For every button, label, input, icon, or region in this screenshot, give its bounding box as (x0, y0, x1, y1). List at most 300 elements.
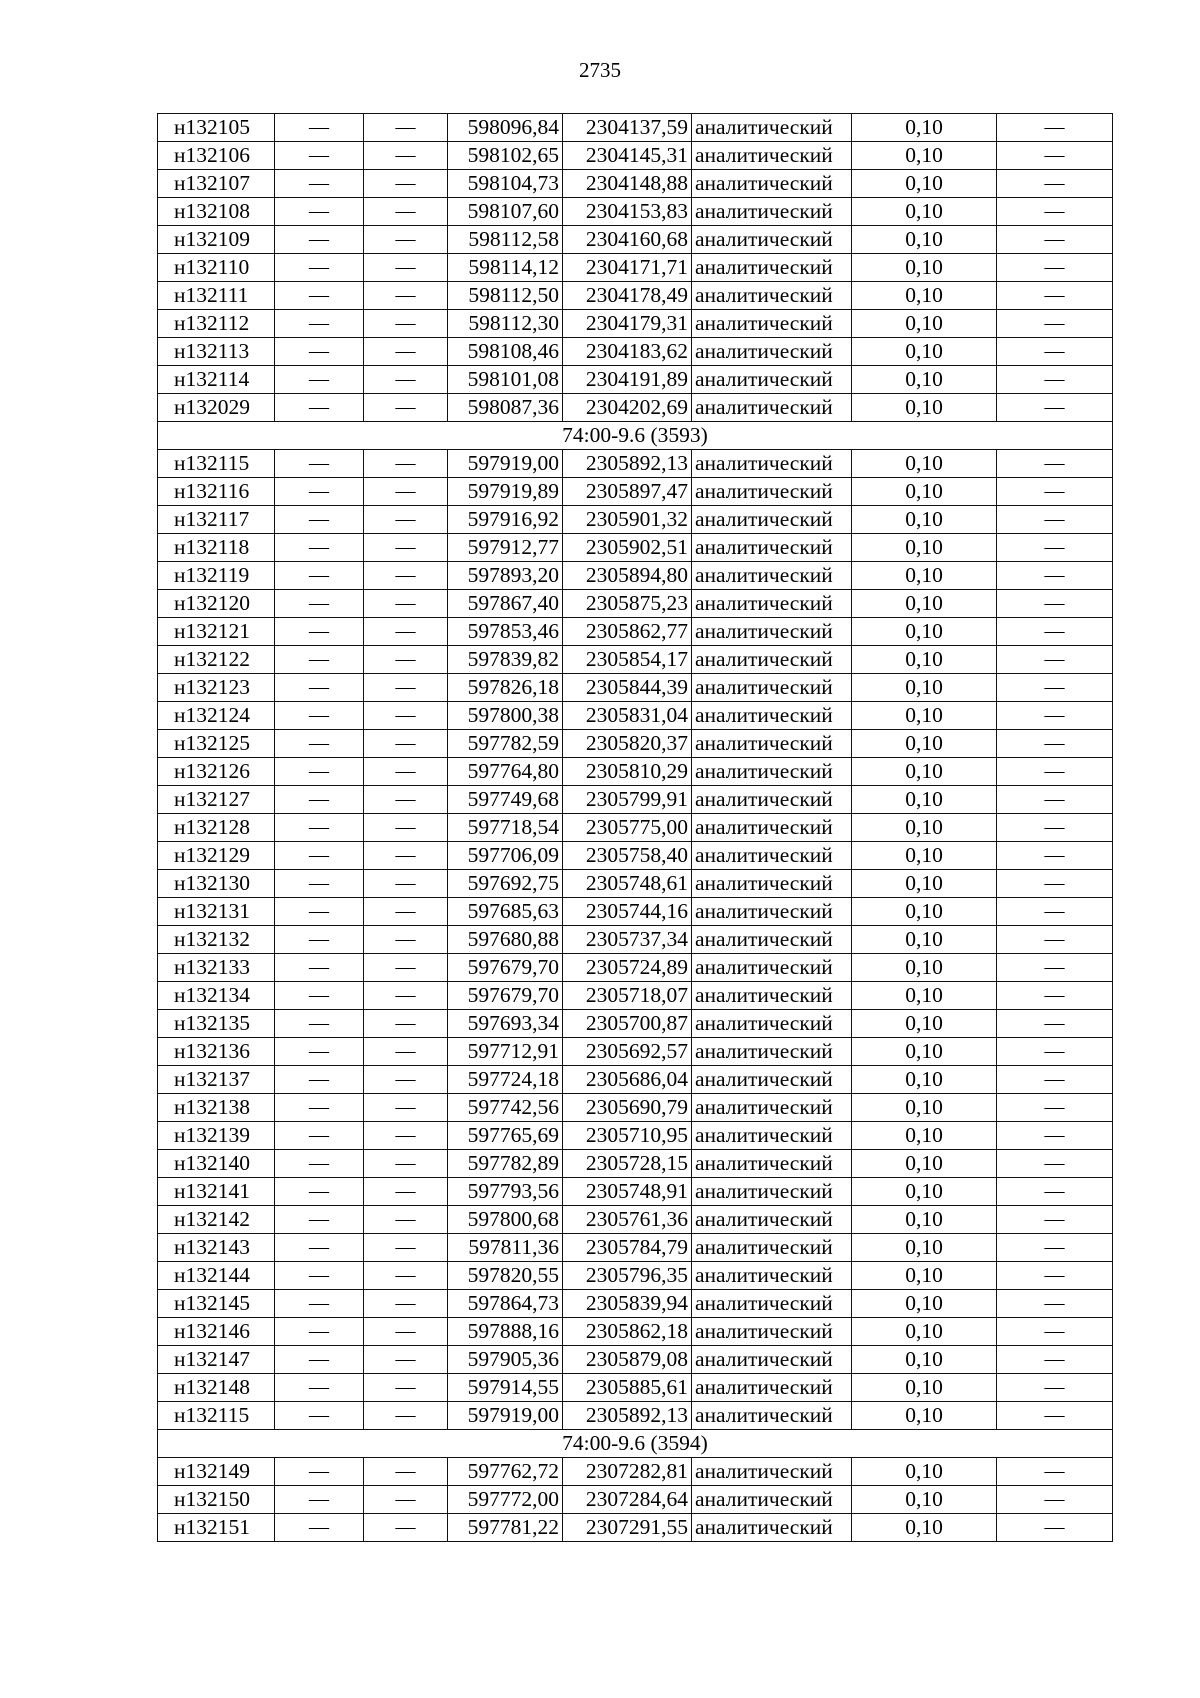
column-3-cell: — (364, 590, 448, 618)
column-2-cell: — (275, 478, 364, 506)
y-coordinate-cell: 2305902,51 (563, 534, 692, 562)
note-cell: — (997, 1094, 1113, 1122)
x-coordinate-cell: 597912,77 (448, 534, 563, 562)
column-2-cell: — (275, 562, 364, 590)
column-3-cell: — (364, 1402, 448, 1430)
y-coordinate-cell: 2305810,29 (563, 758, 692, 786)
table-body (158, 114, 1113, 1542)
accuracy-cell: 0,10 (852, 478, 997, 506)
x-coordinate-cell: 597693,34 (448, 1010, 563, 1038)
y-coordinate-cell: 2305875,23 (563, 590, 692, 618)
x-coordinate-cell: 597919,00 (448, 450, 563, 478)
point-id-cell: н132109 (158, 226, 275, 254)
table-row (158, 254, 1113, 282)
table-row (158, 1262, 1113, 1290)
note-cell: — (997, 758, 1113, 786)
table-row (158, 1038, 1113, 1066)
point-id-cell: н132106 (158, 142, 275, 170)
table-row (158, 226, 1113, 254)
x-coordinate-cell: 597742,56 (448, 1094, 563, 1122)
column-3-cell: — (364, 1066, 448, 1094)
note-cell: — (997, 702, 1113, 730)
column-3-cell: — (364, 506, 448, 534)
method-cell: аналитический (692, 394, 852, 422)
column-2-cell: — (275, 282, 364, 310)
column-2-cell: — (275, 1094, 364, 1122)
column-2-cell: — (275, 1206, 364, 1234)
y-coordinate-cell: 2304153,83 (563, 198, 692, 226)
y-coordinate-cell: 2304178,49 (563, 282, 692, 310)
point-id-cell: н132150 (158, 1486, 275, 1514)
column-2-cell: — (275, 1374, 364, 1402)
accuracy-cell: 0,10 (852, 1458, 997, 1486)
x-coordinate-cell: 598104,73 (448, 170, 563, 198)
column-2-cell: — (275, 366, 364, 394)
table-row (158, 338, 1113, 366)
y-coordinate-cell: 2305724,89 (563, 954, 692, 982)
point-id-cell: н132146 (158, 1318, 275, 1346)
column-2-cell: — (275, 338, 364, 366)
note-cell: — (997, 170, 1113, 198)
method-cell: аналитический (692, 1066, 852, 1094)
column-3-cell: — (364, 1262, 448, 1290)
x-coordinate-cell: 597839,82 (448, 646, 563, 674)
method-cell: аналитический (692, 254, 852, 282)
y-coordinate-cell: 2305820,37 (563, 730, 692, 758)
y-coordinate-cell: 2305862,77 (563, 618, 692, 646)
y-coordinate-cell: 2304202,69 (563, 394, 692, 422)
note-cell: — (997, 1178, 1113, 1206)
method-cell: аналитический (692, 898, 852, 926)
method-cell: аналитический (692, 982, 852, 1010)
y-coordinate-cell: 2305892,13 (563, 450, 692, 478)
column-2-cell: — (275, 142, 364, 170)
table-row (158, 1290, 1113, 1318)
column-2-cell: — (275, 394, 364, 422)
x-coordinate-cell: 598107,60 (448, 198, 563, 226)
method-cell: аналитический (692, 618, 852, 646)
method-cell: аналитический (692, 1122, 852, 1150)
method-cell: аналитический (692, 814, 852, 842)
column-3-cell: — (364, 1514, 448, 1542)
method-cell: аналитический (692, 1010, 852, 1038)
accuracy-cell: 0,10 (852, 282, 997, 310)
x-coordinate-cell: 598112,30 (448, 310, 563, 338)
column-2-cell: — (275, 702, 364, 730)
method-cell: аналитический (692, 114, 852, 142)
y-coordinate-cell: 2305796,35 (563, 1262, 692, 1290)
column-3-cell: — (364, 1122, 448, 1150)
accuracy-cell: 0,10 (852, 1178, 997, 1206)
y-coordinate-cell: 2307284,64 (563, 1486, 692, 1514)
y-coordinate-cell: 2305897,47 (563, 478, 692, 506)
column-3-cell: — (364, 730, 448, 758)
column-2-cell: — (275, 814, 364, 842)
point-id-cell: н132125 (158, 730, 275, 758)
note-cell: — (997, 842, 1113, 870)
accuracy-cell: 0,10 (852, 394, 997, 422)
x-coordinate-cell: 597712,91 (448, 1038, 563, 1066)
method-cell: аналитический (692, 702, 852, 730)
table-row (158, 506, 1113, 534)
accuracy-cell: 0,10 (852, 786, 997, 814)
y-coordinate-cell: 2304137,59 (563, 114, 692, 142)
note-cell: — (997, 1038, 1113, 1066)
table-row (158, 814, 1113, 842)
table-row (158, 870, 1113, 898)
table-row (158, 1150, 1113, 1178)
y-coordinate-cell: 2305862,18 (563, 1318, 692, 1346)
table-row (158, 310, 1113, 338)
x-coordinate-cell: 597864,73 (448, 1290, 563, 1318)
column-3-cell: — (364, 898, 448, 926)
point-id-cell: н132107 (158, 170, 275, 198)
method-cell: аналитический (692, 842, 852, 870)
method-cell: аналитический (692, 338, 852, 366)
accuracy-cell: 0,10 (852, 142, 997, 170)
point-id-cell: н132115 (158, 450, 275, 478)
table-row (158, 478, 1113, 506)
column-2-cell: — (275, 534, 364, 562)
method-cell: аналитический (692, 1206, 852, 1234)
point-id-cell: н132029 (158, 394, 275, 422)
column-3-cell: — (364, 142, 448, 170)
accuracy-cell: 0,10 (852, 982, 997, 1010)
point-id-cell: н132135 (158, 1010, 275, 1038)
note-cell: — (997, 114, 1113, 142)
table-row (158, 590, 1113, 618)
note-cell: — (997, 870, 1113, 898)
accuracy-cell: 0,10 (852, 1066, 997, 1094)
table-row (158, 282, 1113, 310)
column-3-cell: — (364, 814, 448, 842)
note-cell: — (997, 926, 1113, 954)
column-3-cell: — (364, 926, 448, 954)
note-cell: — (997, 814, 1113, 842)
accuracy-cell: 0,10 (852, 1290, 997, 1318)
y-coordinate-cell: 2305692,57 (563, 1038, 692, 1066)
column-3-cell: — (364, 842, 448, 870)
y-coordinate-cell: 2304183,62 (563, 338, 692, 366)
x-coordinate-cell: 598112,50 (448, 282, 563, 310)
table-row (158, 170, 1113, 198)
x-coordinate-cell: 597679,70 (448, 954, 563, 982)
accuracy-cell: 0,10 (852, 254, 997, 282)
note-cell: — (997, 674, 1113, 702)
table-row (158, 898, 1113, 926)
column-3-cell: — (364, 758, 448, 786)
column-2-cell: — (275, 1290, 364, 1318)
method-cell: аналитический (692, 1038, 852, 1066)
column-2-cell: — (275, 674, 364, 702)
y-coordinate-cell: 2304145,31 (563, 142, 692, 170)
accuracy-cell: 0,10 (852, 618, 997, 646)
y-coordinate-cell: 2305831,04 (563, 702, 692, 730)
method-cell: аналитический (692, 1262, 852, 1290)
column-3-cell: — (364, 254, 448, 282)
accuracy-cell: 0,10 (852, 954, 997, 982)
point-id-cell: н132124 (158, 702, 275, 730)
x-coordinate-cell: 597919,89 (448, 478, 563, 506)
column-3-cell: — (364, 982, 448, 1010)
accuracy-cell: 0,10 (852, 590, 997, 618)
accuracy-cell: 0,10 (852, 562, 997, 590)
table-row (158, 1206, 1113, 1234)
table-row (158, 562, 1113, 590)
note-cell: — (997, 1010, 1113, 1038)
note-cell: — (997, 310, 1113, 338)
column-2-cell: — (275, 1234, 364, 1262)
table-row (158, 1514, 1113, 1542)
y-coordinate-cell: 2304148,88 (563, 170, 692, 198)
y-coordinate-cell: 2304160,68 (563, 226, 692, 254)
column-3-cell: — (364, 478, 448, 506)
point-id-cell: н132117 (158, 506, 275, 534)
y-coordinate-cell: 2304171,71 (563, 254, 692, 282)
point-id-cell: н132136 (158, 1038, 275, 1066)
y-coordinate-cell: 2305839,94 (563, 1290, 692, 1318)
note-cell: — (997, 226, 1113, 254)
point-id-cell: н132122 (158, 646, 275, 674)
column-2-cell: — (275, 982, 364, 1010)
table-row (158, 1346, 1113, 1374)
column-2-cell: — (275, 1262, 364, 1290)
y-coordinate-cell: 2305686,04 (563, 1066, 692, 1094)
x-coordinate-cell: 598102,65 (448, 142, 563, 170)
point-id-cell: н132130 (158, 870, 275, 898)
x-coordinate-cell: 597919,00 (448, 1402, 563, 1430)
y-coordinate-cell: 2304179,31 (563, 310, 692, 338)
x-coordinate-cell: 597888,16 (448, 1318, 563, 1346)
column-2-cell: — (275, 1458, 364, 1486)
column-2-cell: — (275, 786, 364, 814)
column-2-cell: — (275, 1122, 364, 1150)
method-cell: аналитический (692, 646, 852, 674)
table-row (158, 1066, 1113, 1094)
column-3-cell: — (364, 870, 448, 898)
table-row (158, 926, 1113, 954)
accuracy-cell: 0,10 (852, 226, 997, 254)
accuracy-cell: 0,10 (852, 1122, 997, 1150)
y-coordinate-cell: 2305700,87 (563, 1010, 692, 1038)
note-cell: — (997, 506, 1113, 534)
column-2-cell: — (275, 758, 364, 786)
note-cell: — (997, 1122, 1113, 1150)
y-coordinate-cell: 2307282,81 (563, 1458, 692, 1486)
x-coordinate-cell: 598096,84 (448, 114, 563, 142)
column-3-cell: — (364, 114, 448, 142)
table-row (158, 1234, 1113, 1262)
column-3-cell: — (364, 534, 448, 562)
point-id-cell: н132115 (158, 1402, 275, 1430)
method-cell: аналитический (692, 1094, 852, 1122)
column-2-cell: — (275, 450, 364, 478)
point-id-cell: н132134 (158, 982, 275, 1010)
method-cell: аналитический (692, 1458, 852, 1486)
point-id-cell: н132123 (158, 674, 275, 702)
table-row (158, 1458, 1113, 1486)
point-id-cell: н132151 (158, 1514, 275, 1542)
column-2-cell: — (275, 198, 364, 226)
note-cell: — (997, 142, 1113, 170)
table-row (158, 842, 1113, 870)
accuracy-cell: 0,10 (852, 1346, 997, 1374)
y-coordinate-cell: 2305710,95 (563, 1122, 692, 1150)
note-cell: — (997, 198, 1113, 226)
point-id-cell: н132140 (158, 1150, 275, 1178)
column-3-cell: — (364, 1094, 448, 1122)
method-cell: аналитический (692, 954, 852, 982)
table-row (158, 1094, 1113, 1122)
column-3-cell: — (364, 954, 448, 982)
accuracy-cell: 0,10 (852, 1262, 997, 1290)
x-coordinate-cell: 597764,80 (448, 758, 563, 786)
table-row (158, 702, 1113, 730)
method-cell: аналитический (692, 758, 852, 786)
table-row (158, 1122, 1113, 1150)
x-coordinate-cell: 597749,68 (448, 786, 563, 814)
x-coordinate-cell: 597718,54 (448, 814, 563, 842)
method-cell: аналитический (692, 926, 852, 954)
accuracy-cell: 0,10 (852, 170, 997, 198)
point-id-cell: н132105 (158, 114, 275, 142)
accuracy-cell: 0,10 (852, 646, 997, 674)
column-2-cell: — (275, 506, 364, 534)
accuracy-cell: 0,10 (852, 730, 997, 758)
point-id-cell: н132127 (158, 786, 275, 814)
point-id-cell: н132141 (158, 1178, 275, 1206)
x-coordinate-cell: 597765,69 (448, 1122, 563, 1150)
column-3-cell: — (364, 1178, 448, 1206)
method-cell: аналитический (692, 478, 852, 506)
point-id-cell: н132121 (158, 618, 275, 646)
column-3-cell: — (364, 282, 448, 310)
note-cell: — (997, 338, 1113, 366)
page-number: 2735 (579, 58, 621, 82)
x-coordinate-cell: 597781,22 (448, 1514, 563, 1542)
y-coordinate-cell: 2305892,13 (563, 1402, 692, 1430)
y-coordinate-cell: 2305748,91 (563, 1178, 692, 1206)
y-coordinate-cell: 2305690,79 (563, 1094, 692, 1122)
accuracy-cell: 0,10 (852, 1038, 997, 1066)
table-row (158, 394, 1113, 422)
x-coordinate-cell: 597916,92 (448, 506, 563, 534)
note-cell: — (997, 982, 1113, 1010)
accuracy-cell: 0,10 (852, 926, 997, 954)
x-coordinate-cell: 597685,63 (448, 898, 563, 926)
column-3-cell: — (364, 1458, 448, 1486)
column-2-cell: — (275, 646, 364, 674)
y-coordinate-cell: 2305885,61 (563, 1374, 692, 1402)
y-coordinate-cell: 2305784,79 (563, 1234, 692, 1262)
method-cell: аналитический (692, 1374, 852, 1402)
note-cell: — (997, 1346, 1113, 1374)
method-cell: аналитический (692, 1346, 852, 1374)
point-id-cell: н132112 (158, 310, 275, 338)
note-cell: — (997, 1234, 1113, 1262)
x-coordinate-cell: 597811,36 (448, 1234, 563, 1262)
accuracy-cell: 0,10 (852, 534, 997, 562)
point-id-cell: н132113 (158, 338, 275, 366)
column-2-cell: — (275, 114, 364, 142)
accuracy-cell: 0,10 (852, 1318, 997, 1346)
note-cell: — (997, 254, 1113, 282)
note-cell: — (997, 450, 1113, 478)
column-2-cell: — (275, 898, 364, 926)
note-cell: — (997, 1290, 1113, 1318)
table-row (158, 1178, 1113, 1206)
column-3-cell: — (364, 310, 448, 338)
note-cell: — (997, 1402, 1113, 1430)
column-2-cell: — (275, 926, 364, 954)
x-coordinate-cell: 598108,46 (448, 338, 563, 366)
method-cell: аналитический (692, 450, 852, 478)
x-coordinate-cell: 597800,68 (448, 1206, 563, 1234)
x-coordinate-cell: 597762,72 (448, 1458, 563, 1486)
y-coordinate-cell: 2305748,61 (563, 870, 692, 898)
table-row (158, 954, 1113, 982)
column-2-cell: — (275, 310, 364, 338)
method-cell: аналитический (692, 170, 852, 198)
x-coordinate-cell: 597905,36 (448, 1346, 563, 1374)
column-2-cell: — (275, 1010, 364, 1038)
table-row (158, 142, 1113, 170)
method-cell: аналитический (692, 1514, 852, 1542)
method-cell: аналитический (692, 506, 852, 534)
y-coordinate-cell: 2305718,07 (563, 982, 692, 1010)
x-coordinate-cell: 597800,38 (448, 702, 563, 730)
column-3-cell: — (364, 1374, 448, 1402)
x-coordinate-cell: 597706,09 (448, 842, 563, 870)
method-cell: аналитический (692, 226, 852, 254)
column-3-cell: — (364, 618, 448, 646)
point-id-cell: н132114 (158, 366, 275, 394)
y-coordinate-cell: 2305894,80 (563, 562, 692, 590)
point-id-cell: н132139 (158, 1122, 275, 1150)
column-2-cell: — (275, 1038, 364, 1066)
note-cell: — (997, 1486, 1113, 1514)
column-3-cell: — (364, 1010, 448, 1038)
y-coordinate-cell: 2305758,40 (563, 842, 692, 870)
column-2-cell: — (275, 842, 364, 870)
column-3-cell: — (364, 394, 448, 422)
note-cell: — (997, 1206, 1113, 1234)
y-coordinate-cell: 2305799,91 (563, 786, 692, 814)
method-cell: аналитический (692, 1318, 852, 1346)
x-coordinate-cell: 597782,59 (448, 730, 563, 758)
note-cell: — (997, 1514, 1113, 1542)
method-cell: аналитический (692, 1290, 852, 1318)
accuracy-cell: 0,10 (852, 898, 997, 926)
method-cell: аналитический (692, 730, 852, 758)
column-3-cell: — (364, 170, 448, 198)
column-2-cell: — (275, 1066, 364, 1094)
column-3-cell: — (364, 646, 448, 674)
note-cell: — (997, 366, 1113, 394)
method-cell: аналитический (692, 1150, 852, 1178)
y-coordinate-cell: 2305854,17 (563, 646, 692, 674)
point-id-cell: н132108 (158, 198, 275, 226)
column-3-cell: — (364, 338, 448, 366)
column-3-cell: — (364, 1234, 448, 1262)
column-2-cell: — (275, 170, 364, 198)
accuracy-cell: 0,10 (852, 450, 997, 478)
y-coordinate-cell: 2307291,55 (563, 1514, 692, 1542)
note-cell: — (997, 1262, 1113, 1290)
x-coordinate-cell: 597724,18 (448, 1066, 563, 1094)
accuracy-cell: 0,10 (852, 338, 997, 366)
x-coordinate-cell: 597692,75 (448, 870, 563, 898)
